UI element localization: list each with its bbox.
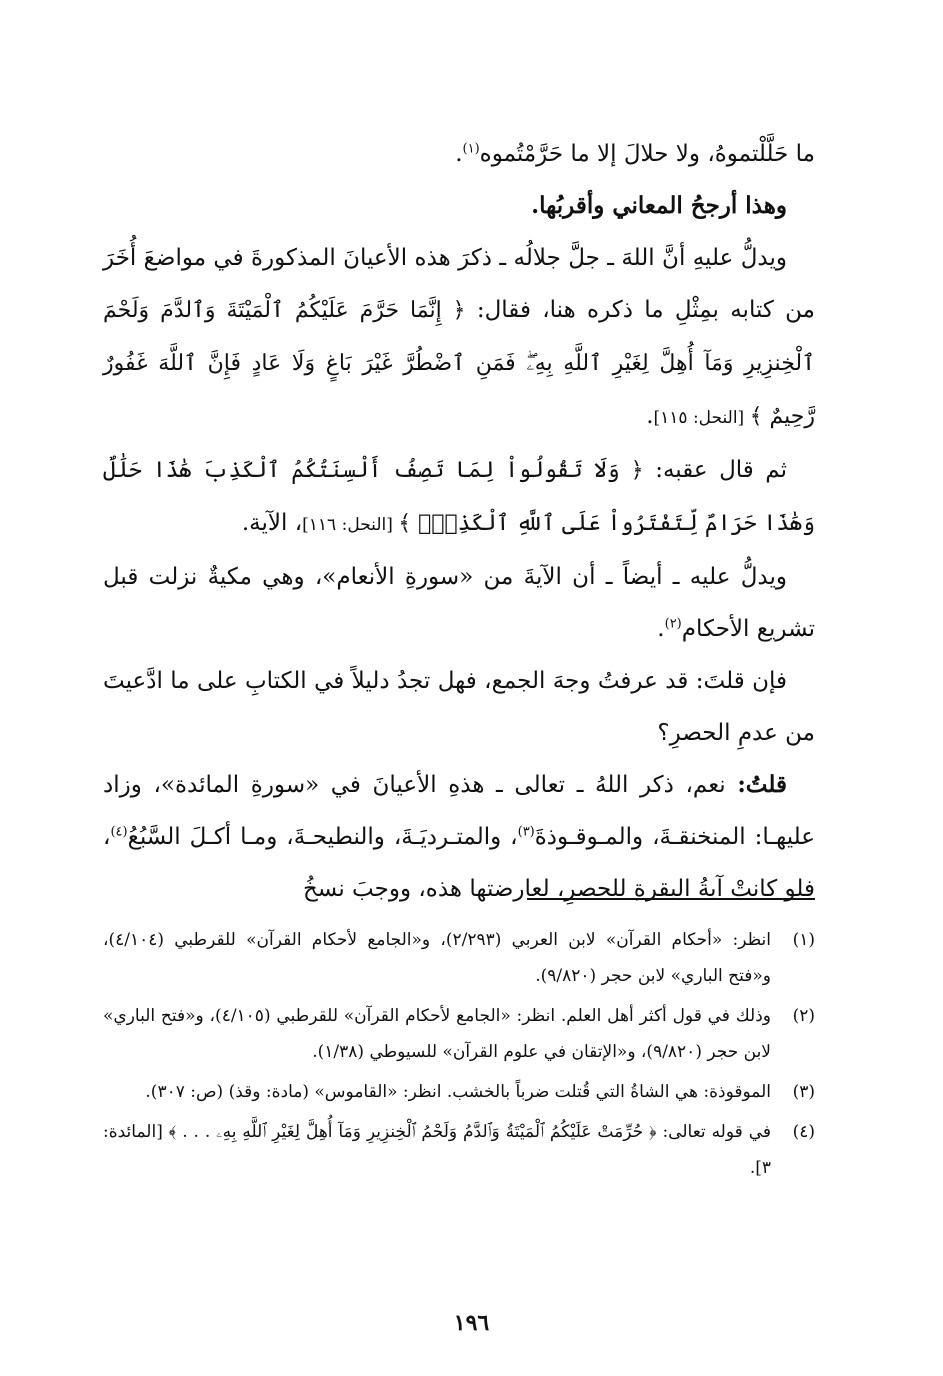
footnote-ref-4[interactable]: (٤) [110,824,128,840]
paragraph-4: ثم قال عقبه: ﴿ وَلَا تَقُولُواْ لِمَا تَصِفُ أَلْسِنَتُكُمُ ٱلْكَذِبَ هَٰذَا حَلَٰلٌ وَهَٰذَا حَرَامٌ لِّتَفْتَرُواْ عَلَى ٱللَّهِ ٱلْكَذِبَۚ ﴾ [النحل: ١١٦]، الآية. [103,457,815,536]
paragraph-5: ويدلُّ عليه ـ أيضاً ـ أن الآيةَ من «سورةِ الأنعام»، وهي مكيةٌ نزلت قبل تشريع الأحكام$^{(٢)}$. [103,564,815,642]
paragraph-2: وهذا أرجحُ المعاني وأقربُها. [531,192,787,219]
page-number: ١٩٦ [453,1310,490,1336]
footnote-2 [103,998,815,1070]
verse-reference: [النحل: ١١٦] [302,515,399,535]
footnote-ref-1[interactable]: (١) [462,141,480,157]
footnote-number: (٤) [792,1122,815,1142]
footnote-divider [527,898,815,900]
verse-reference: [النحل: ١١٥] [653,408,750,428]
footnote-1 [103,922,815,994]
footnote-number: (٢) [792,1006,815,1026]
footnote-text: انظر: «أحكام القرآن» لابن العربي (٢/٢٩٣)، و«الجامع لأحكام القرآن» للقرطبي (٤/١٠٤)، و«فتح الباري» لابن حجر (٩/٨٢٠). [103,930,771,986]
footnote-text: الموقوذة: هي الشاةُ التي قُتلت ضرباً بالخشب. انظر: «القاموس» (مادة: وقذ) (ص: ٣٠٧). [145,1082,771,1102]
main-text [103,128,815,915]
lead-word: قلتُ: [737,771,787,798]
footnote-ref-2[interactable]: (٢) [664,616,682,632]
footnote-3 [103,1074,815,1110]
quran-verse: ﴿ إِنَّمَا حَرَّمَ عَلَيْكُمُ ٱلْمَيْتَةَ وَٱلدَّمَ وَلَحْمَ ٱلْخِنزِيرِ وَمَآ أُهِلَّ لِغَيْرِ ٱللَّهِ بِهِۦۖ فَمَنِ ٱضْطُرَّ غَيْرَ بَاغٍ وَلَا عَادٍ فَإِنَّ ٱللَّهَ غَفُورٌ رَّحِيمٌ ﴾ [103,298,815,429]
footnotes [103,922,815,1190]
footnote-text: في قوله تعالى: ﴿ حُرِّمَتْ عَلَيْكُمُ ٱلْمَيْتَةُ وَٱلدَّمُ وَلَحْمُ ٱلْخِنزِيرِ وَمَآ أُهِلَّ لِغَيْرِ ٱللَّهِ بِهِۦ . . . ﴾ [المائدة: ٣]. [103,1122,771,1178]
quran-verse: ﴿ وَلَا تَقُولُواْ لِمَا تَصِفُ أَلْسِنَتُكُمُ ٱلْكَذِبَ هَٰذَا حَلَٰلٌ وَهَٰذَا حَرَامٌ لِّتَفْتَرُواْ عَلَى ٱللَّهِ ٱلْكَذِبَۚ ﴾ [103,458,815,536]
paragraph-7: قلتُ: نعم، ذكر اللهُ ـ تعالى ـ هذهِ الأعيانَ في «سورةِ المائدة»، وزاد عليهـا: المنخنقـةَ، والمـوقـوذةَ$^{(٣)}$، والمتـرديَـةَ، والنطيحـةَ، ومـا أكـلَ السَّبُعُ$^{(٤)}$، فلو كانتْ آيةُ البقرةِ للحصرِ، لعارضتها هذه، ووجبَ نسخُ [103,771,815,902]
paragraph-3: ويدلُّ عليهِ أنَّ اللهَ ـ جلَّ جلالُه ـ ذكرَ هذه الأعيانَ المذكورةَ في مواضعَ أُخَرَ من كتابه بمِثْلِ ما ذكره هنا، فقال: ﴿ إِنَّمَا حَرَّمَ عَلَيْكُمُ ٱلْمَيْتَةَ وَٱلدَّمَ وَلَحْمَ ٱلْخِنزِيرِ وَمَآ أُهِلَّ لِغَيْرِ ٱللَّهِ بِهِۦۖ فَمَنِ ٱضْطُرَّ غَيْرَ بَاغٍ وَلَا عَادٍ فَإِنَّ ٱللَّهَ غَفُورٌ رَّحِيمٌ ﴾ [النحل: ١١٥]. [103,245,815,429]
footnote-text: وذلك في قول أكثر أهل العلم. انظر: «الجامع لأحكام القرآن» للقرطبي (٤/١٠٥)، و«فتح الباري» لابن حجر (٩/٨٢٠)، و«الإتقان في علوم القرآن» للسيوطي (١/٣٨). [103,1006,772,1062]
footnote-4 [103,1114,815,1186]
footnote-number: (١) [792,930,815,950]
paragraph-6: فإن قلتَ: قد عرفتُ وجهَ الجمع، فهل تجدُ دليلاً في الكتابِ على ما ادَّعيتَ من عدمِ الحصرِ؟ [103,668,815,746]
footnote-number: (٣) [792,1082,815,1102]
paragraph-1: ما حَلَّلْتموهُ، ولا حلالَ إلا ما حَرَّمْتُموه$^{(١)}$. [455,141,815,167]
footnote-ref-3[interactable]: (٣) [517,824,535,840]
